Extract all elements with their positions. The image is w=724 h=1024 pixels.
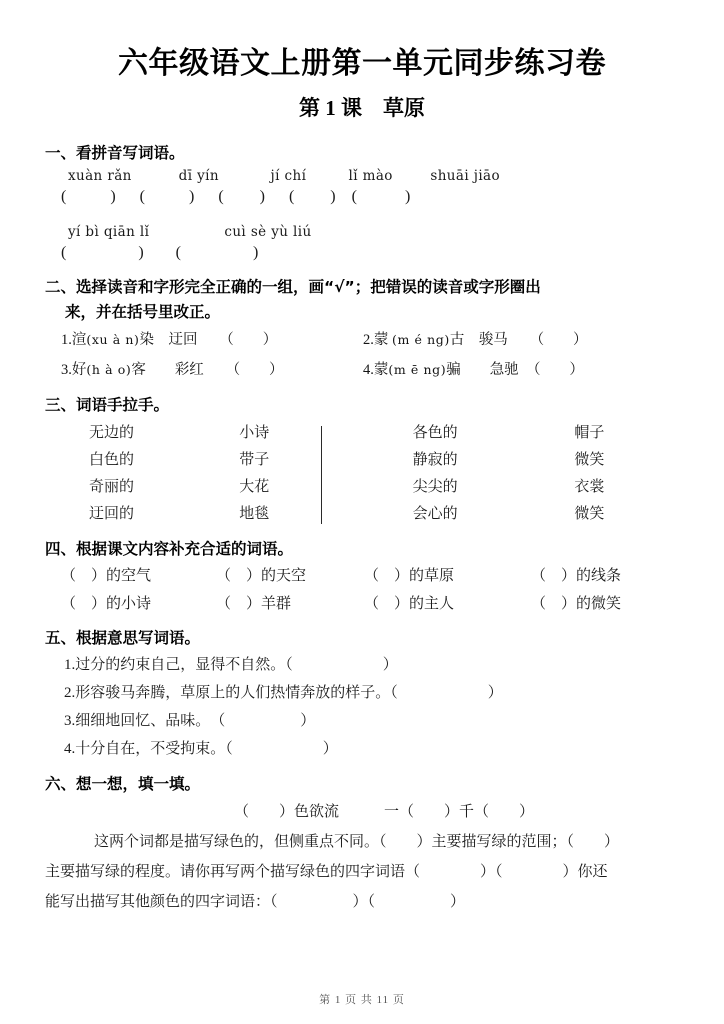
match-left-adj-4[interactable]: 迂回的 — [89, 506, 135, 523]
exercise-six-text-line-1[interactable]: 这两个词都是描写绿色的，但侧重点不同。（ ）主要描写绿的范围；（ ） — [94, 834, 620, 851]
meaning-item-1[interactable]: 1.过分的约束自己，显得不自然。（ ） — [64, 657, 398, 674]
option-4-pinyin: (m ē ng) — [388, 362, 447, 378]
exercise-two-row-2 — [34, 355, 690, 385]
option-3-char-b: 客 — [131, 362, 146, 379]
fill-phrase-4[interactable]: （ ）的线条 — [531, 568, 622, 585]
option-4-char-a: 蒙 — [373, 362, 389, 379]
option-item-3[interactable] — [61, 355, 363, 385]
exercise-section-six — [34, 772, 690, 917]
fill-phrase-2[interactable]: （ ）的天空 — [216, 568, 307, 585]
option-2-word-2: 骏马 — [478, 332, 508, 349]
pinyin-row-2: yí bì qiān lǐ cuì sè yù liú — [68, 224, 312, 241]
option-2-blank[interactable]: （ ） — [536, 332, 588, 349]
option-1-pinyin: (xu à n) — [86, 332, 140, 348]
exercise-six-text-line-2[interactable]: 主要描写绿的程度。请你再写两个描写绿色的四字词语（ ）（ ）你还 — [45, 864, 608, 881]
match-right-noun-4[interactable]: 微笑 — [574, 506, 605, 523]
exercise-two-heading-line2: 来，并在括号里改正。 — [65, 303, 221, 322]
option-1-word-2: 迂回 — [168, 332, 198, 349]
page-title: 六年级语文上册第一单元同步练习卷 — [118, 46, 606, 81]
option-4-blank[interactable]: （ ） — [533, 362, 584, 379]
option-1-number: 1. — [61, 332, 72, 349]
match-row — [89, 474, 690, 501]
pinyin-row-1: xuàn rǎn dī yín jí chí lǐ mào shuāi jiāo — [68, 168, 501, 185]
option-4-word-2: 急驰 — [489, 362, 519, 379]
match-left-adj-2[interactable]: 白色的 — [89, 452, 135, 469]
option-3-char-a: 好 — [71, 362, 87, 379]
fill-phrase-3[interactable]: （ ）的草原 — [364, 568, 455, 585]
match-right-noun-3[interactable]: 衣裳 — [574, 479, 605, 496]
fill-phrase-6[interactable]: （ ）羊群 — [216, 596, 292, 613]
option-1-char-b: 染 — [139, 332, 154, 349]
match-left-noun-3[interactable]: 大花 — [239, 479, 270, 496]
exercise-three-heading: 三、词语手拉手。 — [45, 396, 170, 415]
page-subtitle: 第 1 课 草原 — [299, 96, 425, 120]
match-right-noun-1[interactable]: 帽子 — [574, 425, 605, 442]
meaning-item-3[interactable]: 3.细细地回忆、品味。 （ ） — [64, 713, 316, 730]
meaning-item-4[interactable]: 4.十分自在，不受拘束。（ ） — [64, 741, 338, 758]
fill-phrase-5[interactable]: （ ）的小诗 — [61, 596, 152, 613]
match-right-adj-4[interactable]: 会心的 — [412, 506, 458, 523]
exercise-four-heading: 四、根据课文内容补充合适的词语。 — [45, 540, 294, 559]
exercise-two-heading-line1: 二、选择读音和字形完全正确的一组，画“√”；把错误的读音或字形圈出 — [45, 278, 541, 297]
option-3-pinyin: (h à o) — [86, 362, 132, 378]
option-2-char-b: 古 — [449, 332, 465, 349]
exercise-six-heading: 六、想一想，填一填。 — [45, 775, 201, 794]
exercise-section-one — [34, 141, 690, 264]
match-row — [89, 420, 690, 447]
match-right-adj-1[interactable]: 各色的 — [412, 425, 458, 442]
match-left-adj-1[interactable]: 无边的 — [89, 425, 135, 442]
fill-phrase-row-1 — [34, 562, 690, 590]
option-4-number: 4. — [363, 362, 374, 379]
match-left-noun-2[interactable]: 带子 — [239, 452, 270, 469]
option-1-char-a: 渲 — [71, 332, 87, 349]
option-item-4[interactable] — [363, 355, 690, 385]
fill-phrase-1[interactable]: （ ）的空气 — [61, 568, 152, 585]
match-right-adj-3[interactable]: 尖尖的 — [412, 479, 458, 496]
option-item-2[interactable] — [363, 325, 690, 355]
option-3-word-2: 彩红 — [174, 362, 204, 379]
answer-brackets-row-1[interactable]: ( ) ( ) ( ) ( ) ( ) — [61, 188, 411, 206]
match-left-adj-3[interactable]: 奇丽的 — [89, 479, 135, 496]
match-row — [89, 447, 690, 474]
exercise-section-two — [34, 275, 690, 385]
option-3-number: 3. — [61, 362, 72, 379]
meaning-item-2[interactable]: 2.形容骏马奔腾，草原上的人们热情奔放的样子。（ ） — [64, 685, 503, 702]
option-3-blank[interactable]: （ ） — [232, 362, 284, 379]
match-left-noun-1[interactable]: 小诗 — [239, 425, 270, 442]
page-footer: 第 1 页 共 11 页 — [319, 994, 405, 1006]
exercise-one-heading: 一、看拼音写词语。 — [45, 144, 185, 163]
match-right-adj-2[interactable]: 静寂的 — [412, 452, 458, 469]
exercise-section-four — [34, 537, 690, 618]
exercise-section-five — [34, 626, 690, 763]
option-2-pinyin: (m é ng) — [392, 332, 450, 348]
idiom-blank-line[interactable]: （ ）色欲流 一（ ）千（ ） — [234, 804, 535, 821]
exercise-two-row-1 — [34, 325, 690, 355]
answer-brackets-row-2[interactable]: ( ) ( ) — [61, 244, 259, 262]
option-4-char-b: 骗 — [446, 362, 461, 379]
match-divider-line — [321, 426, 322, 524]
fill-phrase-row-2 — [34, 590, 690, 618]
match-left-noun-4[interactable]: 地毯 — [239, 506, 270, 523]
option-item-1[interactable] — [61, 325, 363, 355]
fill-phrase-7[interactable]: （ ）的主人 — [364, 596, 455, 613]
fill-phrase-8[interactable]: （ ）的微笑 — [531, 596, 622, 613]
match-right-noun-2[interactable]: 微笑 — [574, 452, 605, 469]
option-2-char-a: 蒙 — [373, 332, 392, 349]
exercise-five-heading: 五、根据意思写词语。 — [45, 629, 201, 648]
option-1-blank[interactable]: （ ） — [226, 332, 278, 349]
match-grid — [34, 420, 690, 528]
option-2-number: 2. — [363, 332, 374, 349]
exercise-six-text-line-3[interactable]: 能写出描写其他颜色的四字词语：（ ）（ ） — [45, 894, 466, 911]
match-row — [89, 501, 690, 528]
exercise-two-heading — [34, 275, 690, 325]
exercise-section-three — [34, 393, 690, 528]
